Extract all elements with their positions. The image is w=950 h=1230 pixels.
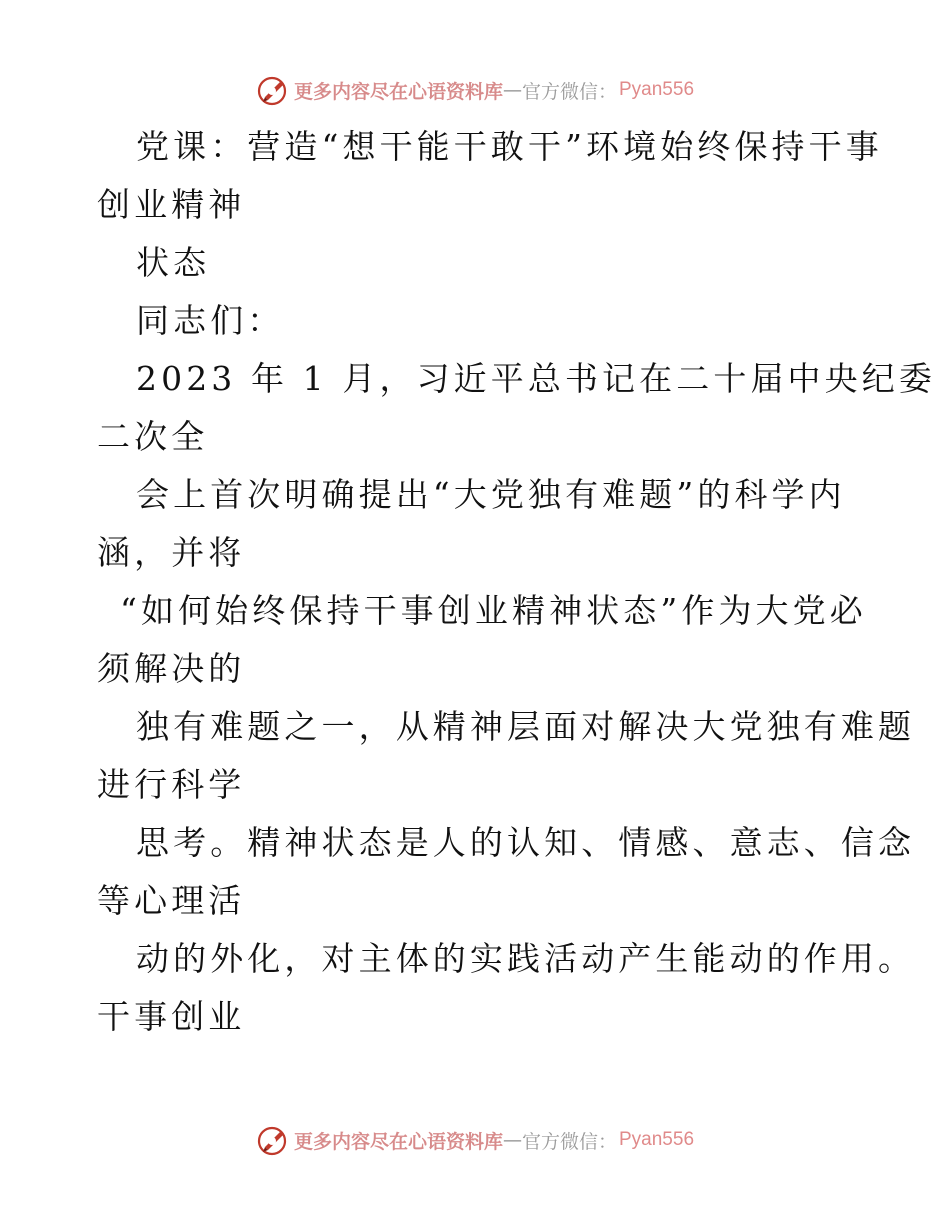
paragraph-line: 会上首次明确提出“大党独有难题”的科学内	[136, 475, 846, 514]
paragraph-line: “如何始终保持干事创业精神状态”作为大党必	[120, 591, 867, 630]
document-body	[0, 118, 950, 1046]
paragraph-line: 思考。精神状态是人的认知、情感、意志、信念	[136, 823, 916, 862]
paragraph-line: 独有难题之一，从精神层面对解决大党独有难题	[136, 707, 916, 746]
paragraph-line: 须解决的	[97, 649, 246, 688]
banner-dash: —	[502, 79, 522, 101]
banner-wechat-label: 官方微信：	[521, 1130, 617, 1153]
footer-banner	[0, 1120, 950, 1160]
banner-title: 更多内容尽在心语资料库	[293, 80, 503, 103]
paragraph-line: 等心理活	[97, 881, 246, 920]
title-line-3: 状态	[136, 243, 211, 282]
banner-title: 更多内容尽在心语资料库	[293, 1130, 503, 1153]
paragraph-line: 进行科学	[97, 765, 246, 804]
paragraph-line: 动的外化，对主体的实践活动产生能动的作用。	[136, 939, 916, 978]
paragraph-line: 涵，并将	[97, 533, 246, 572]
banner-wechat-id: Pyan556	[619, 1129, 695, 1150]
title-line-1: 党课：营造“想干能干敢干”环境始终保持干事	[136, 127, 883, 166]
banner-wechat-label: 官方微信：	[521, 80, 617, 103]
paragraph-line: 干事创业	[97, 997, 246, 1036]
pen-circle-icon	[256, 73, 290, 107]
salutation: 同志们：	[136, 301, 285, 340]
header-banner	[0, 70, 950, 110]
banner-wechat-id: Pyan556	[619, 79, 695, 100]
paragraph-line: 二次全	[97, 417, 209, 456]
pen-circle-icon	[256, 1123, 290, 1157]
title-line-2: 创业精神	[97, 185, 246, 224]
banner-dash: —	[502, 1129, 522, 1151]
paragraph-line: 2023 年 1 月，习近平总书记在二十届中央纪委	[136, 359, 936, 398]
